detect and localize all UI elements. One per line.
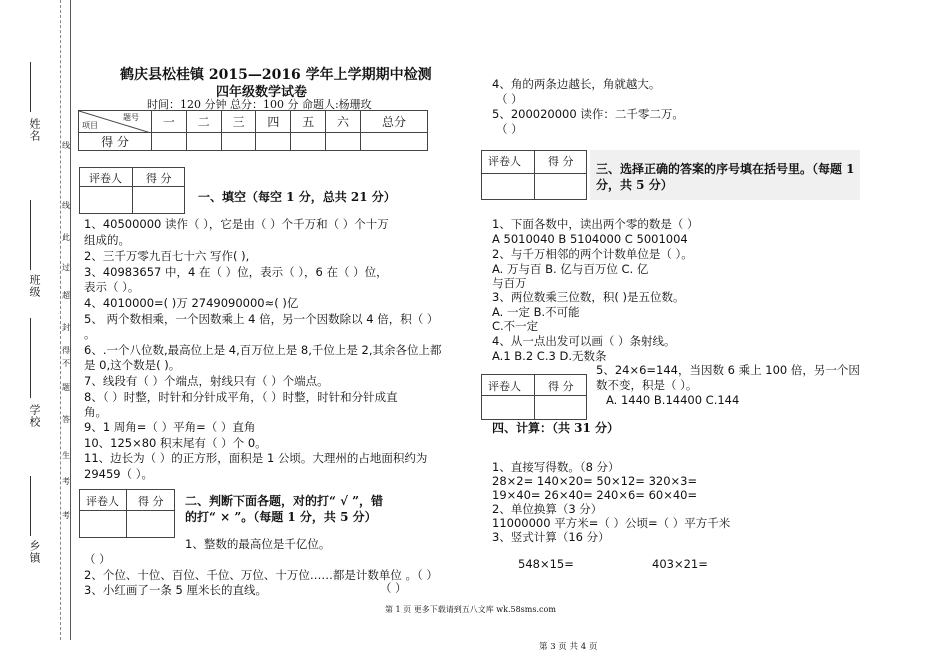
s2-q4-answer[interactable]: （ ） [496,92,523,106]
seal-char: 此 [62,233,70,242]
name-underline [30,62,31,112]
grader-box-4 [481,374,587,420]
s1-line: 2、三千万零九百七十六 写作( ), [84,249,250,263]
s1-line: 10、125×80 积末尾有（ ）个 0。 [84,436,267,450]
seal-char: 封 [62,323,70,332]
grader-label: 评卷人 [86,495,119,508]
s1-line: 角。 [84,405,107,419]
seal-char: 线 [62,141,70,150]
s1-line: 8、（ ）时整，时针和分针成平角，（ ）时整，时针和分针成直 [84,390,398,404]
s2-q5-answer[interactable]: （ ） [496,122,523,136]
s2-q1: 1、整数的最高位是千亿位。 [185,537,331,551]
s3-line: A.1 B.2 C.3 D.无数条 [492,349,607,363]
s1-line: 29459（ ）。 [84,467,153,481]
s1-line: 。 [84,327,96,341]
score-label: 得 分 [548,155,574,168]
school-label: 学校 [28,404,41,428]
s2-q2: 2、个位、十位、百位、千位、万位、十万位……都是计数单位 。（ ） [84,568,438,582]
s1-line: 表示（ ）。 [84,280,140,294]
s2-q4: 4、角的两条边越长，角就越大。 [492,77,661,91]
s3-line: 4、从一点出发可以画（ ）条射线。 [492,334,676,348]
col-header: 五 [291,111,326,133]
s1-line: 组成的。 [84,233,130,247]
vertical-calc-2: 403×21= [652,557,708,571]
section1-title: 一、填空（每空 1 分，总共 21 分） [198,190,396,204]
score-cell[interactable] [256,133,291,151]
page-number: 第 3 页 共 4 页 [539,642,598,652]
score-table-corner [79,111,152,133]
diag-top-label: 题号 [123,113,139,122]
name-label: 姓名 [28,118,41,142]
s3-line: A 5010040 B 5104000 C 5001004 [492,232,688,246]
col-header: 四 [256,111,291,133]
s4-line: 28×2= 140×20= 50×12= 320×3= [492,474,698,488]
score-cell[interactable] [360,133,427,151]
seal-char: 考 [62,477,70,486]
vertical-calc-1: 548×15= [518,557,574,571]
grader-label: 评卷人 [89,172,122,185]
col-header: 六 [326,111,361,133]
s1-line: 7、线段有（ ）个端点，射线只有（ ）个端点。 [84,374,329,388]
score-label: 得 分 [146,172,172,185]
s2-q1-answer[interactable]: （ ） [84,552,111,566]
section3-title-line2: 分，共 5 分） [596,178,673,192]
seal-char: 考 [62,511,70,520]
s4-line: 2、单位换算（3 分） [492,502,603,516]
seal-char: 生 [62,451,70,460]
s3-line: A. 万与百 B. 亿与百万位 C. 亿 [492,262,649,276]
s3-q5-line2: 数不变，积是（ ）。 [596,378,698,392]
grader-box-1 [79,167,185,214]
score-cell[interactable] [326,133,361,151]
s1-line: 1、40500000 读作（ ），它是由（ ）个千万和（ ）个十万 [84,217,389,231]
s1-line: 5、 两个数相乘，一个因数乘上 4 倍，另一个因数除以 4 倍，积（ ） [84,312,439,326]
s2-q3: 3、小红画了一条 5 厘米长的直线。 [84,583,267,597]
binding-line [70,0,71,640]
s1-line: 6、.一个八位数,最高位上是 4,百万位上是 8,千位上是 2,其余各位上都 [84,343,442,357]
cut-line [60,0,61,640]
s3-q5-line1: 5、24×6=144，当因数 6 乘上 100 倍，另一个因 [596,363,860,377]
score-cell[interactable] [221,133,256,151]
grader-box-2 [79,489,175,538]
s4-line: 11000000 平方米=（ ）公顷=（ ）平方千米 [492,516,731,530]
s4-line: 3、竖式计算（16 分） [492,530,610,544]
diag-bottom-label: 项目 [82,121,98,130]
s3-line: 与百万 [492,276,527,290]
seal-char: 过 [62,263,70,272]
page-footer-note: 第 1 页 更多下载请到五八文库 wk.58sms.com [385,605,556,614]
class-underline [30,200,31,270]
seal-char: 答 [62,415,70,424]
seal-char: 线 [62,201,70,210]
s1-line: 3、40983657 中，4 在（ ）位，表示（ ），6 在（ ）位， [84,265,388,279]
col-header: 总分 [360,111,427,133]
section4-title: 四、计算：（共 31 分） [492,421,620,435]
s1-line: 9、1 周角=（ ）平角=（ ）直角 [84,420,256,434]
col-header: 一 [152,111,187,133]
exam-subtitle: 四年级数学试卷 [216,85,308,100]
town-underline [30,476,31,536]
section2-title-line2: 的打“ × ”。（每题 1 分，共 5 分） [185,510,377,524]
s3-line: A. 一定 B.不可能 [492,305,580,319]
s3-q5-options: A. 1440 B.14400 C.144 [606,393,740,407]
score-cell[interactable] [291,133,326,151]
exam-info: 时间：120 分钟 总分：100 分 命题人:杨珊玫 [147,98,372,111]
town-label: 乡镇 [28,540,41,564]
s1-line: 是 0,这个数是( )。 [84,358,181,372]
seal-char: 超 [62,291,70,300]
s3-line: 1、下面各数中，读出两个零的数是（ ） [492,217,699,231]
score-label: 得 分 [548,380,574,393]
s1-line: 4、4010000=( )万 2749090000≈( )亿 [84,296,299,310]
class-label: 班级 [28,274,41,298]
section3-title-line1: 三、选择正确的答案的序号填在括号里。（每题 1 [596,162,855,176]
col-header: 三 [221,111,256,133]
seal-char: 得 [62,346,70,355]
section2-title-line1: 二、判断下面各题，对的打“ √ ”，错 [185,494,384,508]
grader-box-3 [481,150,587,200]
score-label: 得 分 [138,495,164,508]
seal-char: 不 [62,359,70,368]
seal-char: 题 [62,383,70,392]
row-label: 得 分 [79,133,152,151]
exam-title: 鹤庆县松桂镇 2015—2016 学年上学期期中检测 [120,67,432,83]
score-cell[interactable] [152,133,187,151]
s2-q5: 5、200020000 读作：二千零二万。 [492,107,684,121]
s3-line: 2、与千万相邻的两个计数单位是（ ）。 [492,247,693,261]
grader-label: 评卷人 [488,155,521,168]
s1-line: 11、边长为（ ）的正方形，面积是 1 公顷。大理州的占地面积约为 [84,451,428,465]
s4-line: 19×40= 26×40= 240×6= 60×40= [492,488,698,502]
s3-line: 3、两位数乘三位数，积( )是五位数。 [492,290,685,304]
s4-line: 1、直接写得数。（8 分） [492,460,620,474]
score-table [78,110,428,151]
score-cell[interactable] [186,133,221,151]
col-header: 二 [186,111,221,133]
s3-line: C.不一定 [492,319,539,333]
grader-label: 评卷人 [488,380,521,393]
s2-q3-answer[interactable]: （ ） [380,581,407,595]
school-underline [30,318,31,398]
